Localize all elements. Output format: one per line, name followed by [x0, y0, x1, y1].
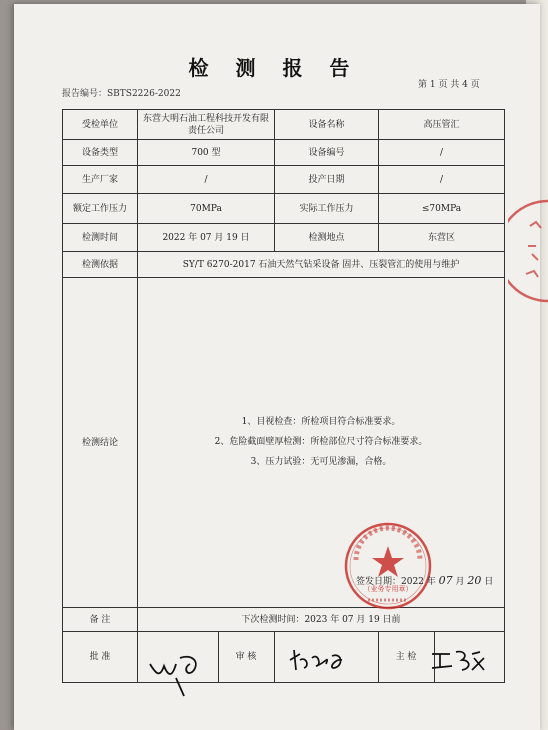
equipment-name-value: 高压管汇	[379, 110, 505, 140]
actual-pressure-label: 实际工作压力	[275, 194, 379, 224]
conclusion-item-1: 1、目视检查：所检项目符合标准要求。	[241, 416, 401, 427]
approve-label: 批 准	[63, 632, 138, 683]
production-date-value: /	[379, 166, 505, 194]
page-info: 第 1 页 共 4 页	[418, 80, 480, 90]
conclusion-cell	[138, 278, 505, 608]
sign-date-day: 20	[467, 574, 482, 587]
report-title: 检 测 报 告	[188, 56, 360, 80]
sign-date: 签发日期：2022 年 07 月 20 日	[356, 574, 494, 587]
test-time-value: 2022 年 07 月 19 日	[138, 224, 275, 252]
inspector-label: 主 检	[378, 632, 434, 682]
remark-label: 备 注	[63, 608, 138, 632]
conclusion-list	[140, 410, 502, 468]
report-number: 报告编号：SBTS2226-2022	[62, 89, 181, 99]
equipment-no-label: 设备编号	[275, 140, 379, 166]
seal-center-text: （业务专用章）	[363, 585, 413, 593]
test-place-label: 检测地点	[275, 224, 379, 252]
client-value: 东营大明石油工程科技开发有限责任公司	[138, 110, 275, 140]
remark-value: 下次检测时间：2023 年 07 月 19 日前	[138, 608, 505, 632]
equipment-type-label: 设备类型	[63, 140, 138, 166]
basis-value: SY/T 6270-2017 石油天然气钻采设备 固井、压裂管汇的使用与维护	[138, 252, 505, 278]
manufacturer-label: 生产厂家	[63, 166, 138, 194]
approve-signature-cell	[138, 632, 218, 682]
equipment-name-label: 设备名称	[275, 110, 379, 140]
conclusion-item-2: 2、危险截面壁厚检测：所检部位尺寸符合标准要求。	[214, 436, 428, 447]
sign-date-suffix: 日	[484, 577, 494, 587]
inspector-signature-cell	[434, 632, 505, 682]
test-place-value: 东营区	[379, 224, 505, 252]
manufacturer-value: /	[138, 166, 275, 194]
client-label: 受检单位	[63, 110, 138, 140]
actual-pressure-value: ≤70MPa	[379, 194, 505, 224]
rated-pressure-label: 额定工作压力	[63, 194, 138, 224]
conclusion-label: 检测结论	[63, 278, 138, 608]
test-time-label: 检测时间	[63, 224, 138, 252]
equipment-no-value: /	[379, 140, 505, 166]
equipment-type-value: 700 型	[138, 140, 275, 166]
production-date-label: 投产日期	[275, 166, 379, 194]
basis-label: 检测依据	[63, 252, 138, 278]
sign-date-prefix: 签发日期：2022 年	[356, 577, 436, 587]
review-signature-cell	[274, 632, 378, 682]
conclusion-item-3: 3、压力试验：无可见渗漏，合格。	[250, 456, 392, 467]
report-table	[62, 109, 505, 683]
rated-pressure-value: 70MPa	[138, 194, 275, 224]
sign-date-month: 07	[438, 574, 453, 587]
review-label: 审 核	[218, 632, 274, 682]
